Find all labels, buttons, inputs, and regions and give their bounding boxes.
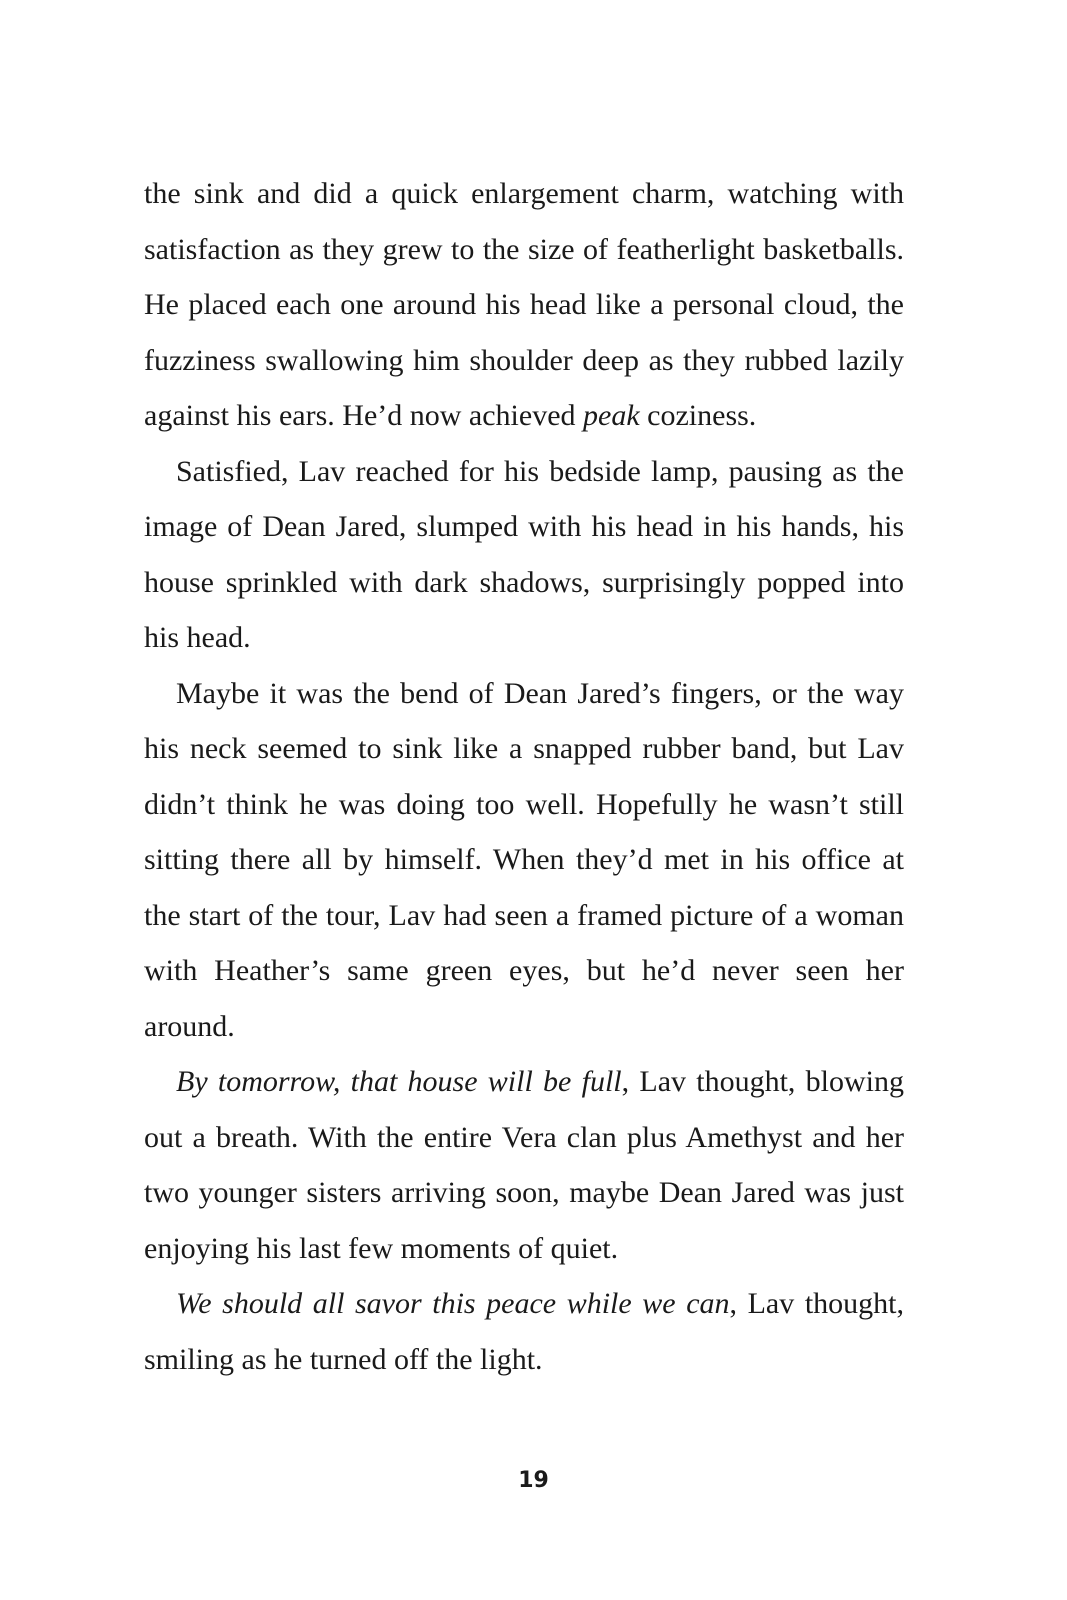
paragraph-5-italic: We should all savor this peace while we can <box>176 1287 730 1320</box>
page-number: 19 <box>518 1468 549 1493</box>
paragraph-1 <box>144 166 904 444</box>
paragraph-4-text: , Lav thought, blowing out a breath. With the entire Vera clan plus Amethyst and her two younger sisters arriving soon, maybe Dean Jared was just enjoying his last few moments of quiet. <box>144 1065 904 1265</box>
paragraph-1-text-end: coziness. <box>639 399 757 432</box>
paragraph-5-text: , Lav thought, smiling as he turned off the light. <box>144 1287 904 1376</box>
paragraph-4-italic: By tomorrow, that house will be full <box>176 1065 622 1098</box>
paragraph-3 <box>144 666 904 1055</box>
body-text <box>144 166 904 1387</box>
paragraph-1-text: the sink and did a quick enlargement charm, watching with satisfaction as they grew to the size of featherlight basketballs. He placed each one around his head like a personal cloud, the fuzziness swallowing him shoulder deep as they rubbed lazily against his ears. He’d now achieved <box>144 177 904 432</box>
paragraph-2 <box>144 444 904 666</box>
paragraph-4 <box>144 1054 904 1276</box>
paragraph-3-text: Maybe it was the bend of Dean Jared’s fingers, or the way his neck seemed to sink like a snapped rubber band, but Lav didn’t think he was doing too well. Hopefully he wasn’t still sitting there all by himself. When they’d met in his office at the start of the tour, Lav had seen a framed picture of a woman with Heather’s same green eyes, but he’d never seen her around. <box>144 676 904 1043</box>
paragraph-2-text: Satisfied, Lav reached for his bedside lamp, pausing as the image of Dean Jared, slumped with his head in his hands, his house sprinkled with dark shadows, surprisingly popped into his head. <box>144 454 904 654</box>
paragraph-5 <box>144 1276 904 1387</box>
paragraph-1-italic: peak <box>583 399 640 432</box>
